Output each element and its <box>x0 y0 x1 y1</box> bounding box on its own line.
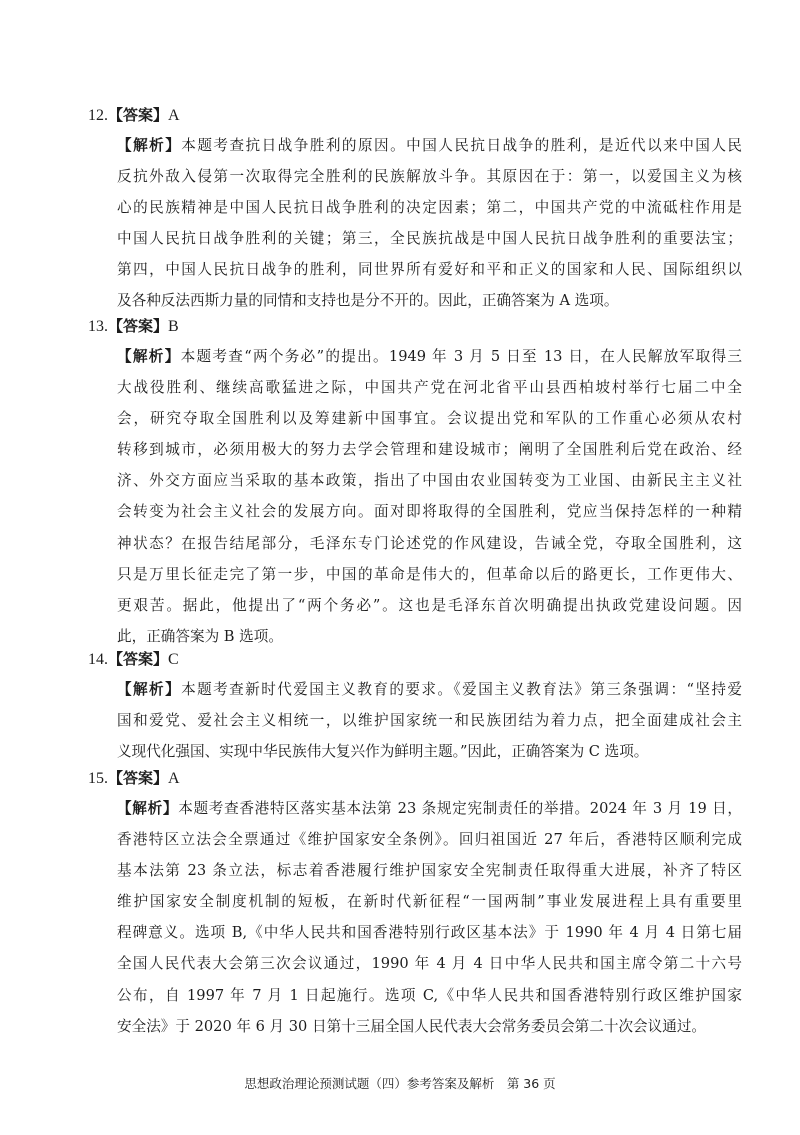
analysis-paragraph <box>117 341 742 652</box>
analysis-tag: 【解析】 <box>117 137 182 154</box>
answer-line <box>88 644 748 674</box>
analysis-line: 及各种反法西斯力量的同情和支持也是分不开的。因此，正确答案为 A 选项。 <box>117 292 619 310</box>
answer-line <box>88 100 748 130</box>
analysis-line: 全国人民代表大会第三次会议通过，1990 年 4 月 4 日中华人民共和国主席令第二十六号 <box>117 955 742 973</box>
answer-value: B <box>168 318 179 335</box>
answer-tag: 【答案】 <box>108 650 169 668</box>
analysis-line: 只是万里长征走完了第一步，中国的革命是伟大的，但革命以后的路更长，工作更伟大、 <box>117 565 742 583</box>
analysis-line: 安全法》于 2020 年 6 月 30 日第十三届全国人民代表大会常务委员会第二十次会议通过。 <box>117 1017 707 1035</box>
answer-tag: 【答案】 <box>108 769 169 787</box>
analysis-line: 义现代化强国、实现中华民族伟大复兴作为鲜明主题。”因此，正确答案为 C 选项。 <box>117 743 649 761</box>
analysis-line: 更艰苦。据此，他提出了“两个务必”。这也是毛泽东首次明确提出执政党建设问题。因 <box>117 596 742 614</box>
analysis-line: 公布，自 1997 年 7 月 1 日起施行。选项 C,《中华人民共和国香港特别行政区维护国家 <box>117 986 742 1004</box>
question-15 <box>88 763 748 1042</box>
question-number: 15. <box>88 770 108 787</box>
analysis-paragraph <box>117 793 742 1042</box>
analysis-line: 国和爱党、爱社会主义相统一，以维护国家统一和民族团结为着力点，把全面建成社会主 <box>117 712 742 730</box>
analysis-paragraph <box>117 130 742 317</box>
analysis-line: 第四，中国人民抗日战争的胜利，同世界所有爱好和平和正义的国家和人民、国际组织以 <box>117 261 742 279</box>
analysis-line: 会转变为社会主义社会的发展方向。面对即将取得的全国胜利，党应当保持怎样的一种精 <box>117 503 742 521</box>
analysis-line: 会，研究夺取全国胜利以及筹建新中国事宜。会议提出党和军队的工作重心必须从农村 <box>117 410 742 428</box>
answer-tag: 【答案】 <box>108 106 169 124</box>
answer-line <box>88 763 748 793</box>
answer-value: C <box>168 651 179 668</box>
analysis-tag: 【解析】 <box>117 681 182 698</box>
analysis-line: 香港特区立法会全票通过《维护国家安全条例》。回归祖国近 27 年后，香港特区顺利完成 <box>117 831 742 849</box>
page-footer: 思想政治理论预测试题（四）参考答案及解析 第 36 页 <box>244 1076 556 1091</box>
analysis-line: 反抗外敌入侵第一次取得完全胜利的民族解放斗争。其原因在于：第一，以爱国主义为核 <box>117 168 742 186</box>
analysis-tag: 【解析】 <box>117 348 181 365</box>
analysis-line: 济、外交方面应当采取的基本政策，指出了中国由农业国转变为工业国、由新民主主义社 <box>117 472 742 490</box>
question-number: 14. <box>88 651 108 668</box>
analysis-line: 中国人民抗日战争胜利的关键；第三，全民族抗战是中国人民抗日战争胜利的重要法宝； <box>117 230 742 248</box>
analysis-paragraph <box>117 674 742 767</box>
answer-value: A <box>168 107 180 124</box>
analysis-line: 此，正确答案为 B 选项。 <box>117 627 283 645</box>
answer-value: A <box>168 770 180 787</box>
analysis-line: 【解析】本题考查“两个务必”的提出。1949 年 3 月 5 日至 13 日，在人民解放军取得三 <box>117 348 742 365</box>
question-13 <box>88 311 748 652</box>
analysis-line: 心的民族精神是中国人民抗日战争胜利的决定因素；第二，中国共产党的中流砥柱作用是 <box>117 199 742 217</box>
question-14 <box>88 644 748 767</box>
analysis-line: 【解析】本题考查新时代爱国主义教育的要求。《爱国主义教育法》第三条强调：“坚持爱 <box>117 681 742 698</box>
analysis-line: 程碑意义。选项 B,《中华人民共和国香港特别行政区基本法》于 1990 年 4 月 4 日第七届 <box>117 924 742 942</box>
analysis-line: 神状态？在报告结尾部分，毛泽东专门论述党的作风建设，告诫全党，夺取全国胜利，这 <box>117 534 742 552</box>
analysis-line: 基本法第 23 条立法，标志着香港履行维护国家安全宪制责任取得重大进展，补齐了特区 <box>117 862 742 880</box>
answer-tag: 【答案】 <box>108 317 169 335</box>
question-number: 12. <box>88 107 108 124</box>
analysis-line: 大战役胜利、继续高歌猛进之际，中国共产党在河北省平山县西柏坡村举行七届二中全 <box>117 379 742 397</box>
analysis-line: 【解析】本题考查抗日战争胜利的原因。中国人民抗日战争的胜利，是近代以来中国人民 <box>117 137 742 154</box>
answer-line <box>88 311 748 341</box>
question-number: 13. <box>88 318 108 335</box>
question-12 <box>88 100 748 317</box>
analysis-line: 维护国家安全制度机制的短板，在新时代新征程“一国两制”事业发展进程上具有重要里 <box>117 893 742 911</box>
analysis-line: 【解析】本题考查香港特区落实基本法第 23 条规定宪制责任的举措。2024 年 3 月 19 日， <box>117 800 742 817</box>
analysis-line: 转移到城市，必须用极大的努力去学会管理和建设城市；阐明了全国胜利后党在政治、经 <box>117 441 742 459</box>
analysis-tag: 【解析】 <box>117 800 179 817</box>
